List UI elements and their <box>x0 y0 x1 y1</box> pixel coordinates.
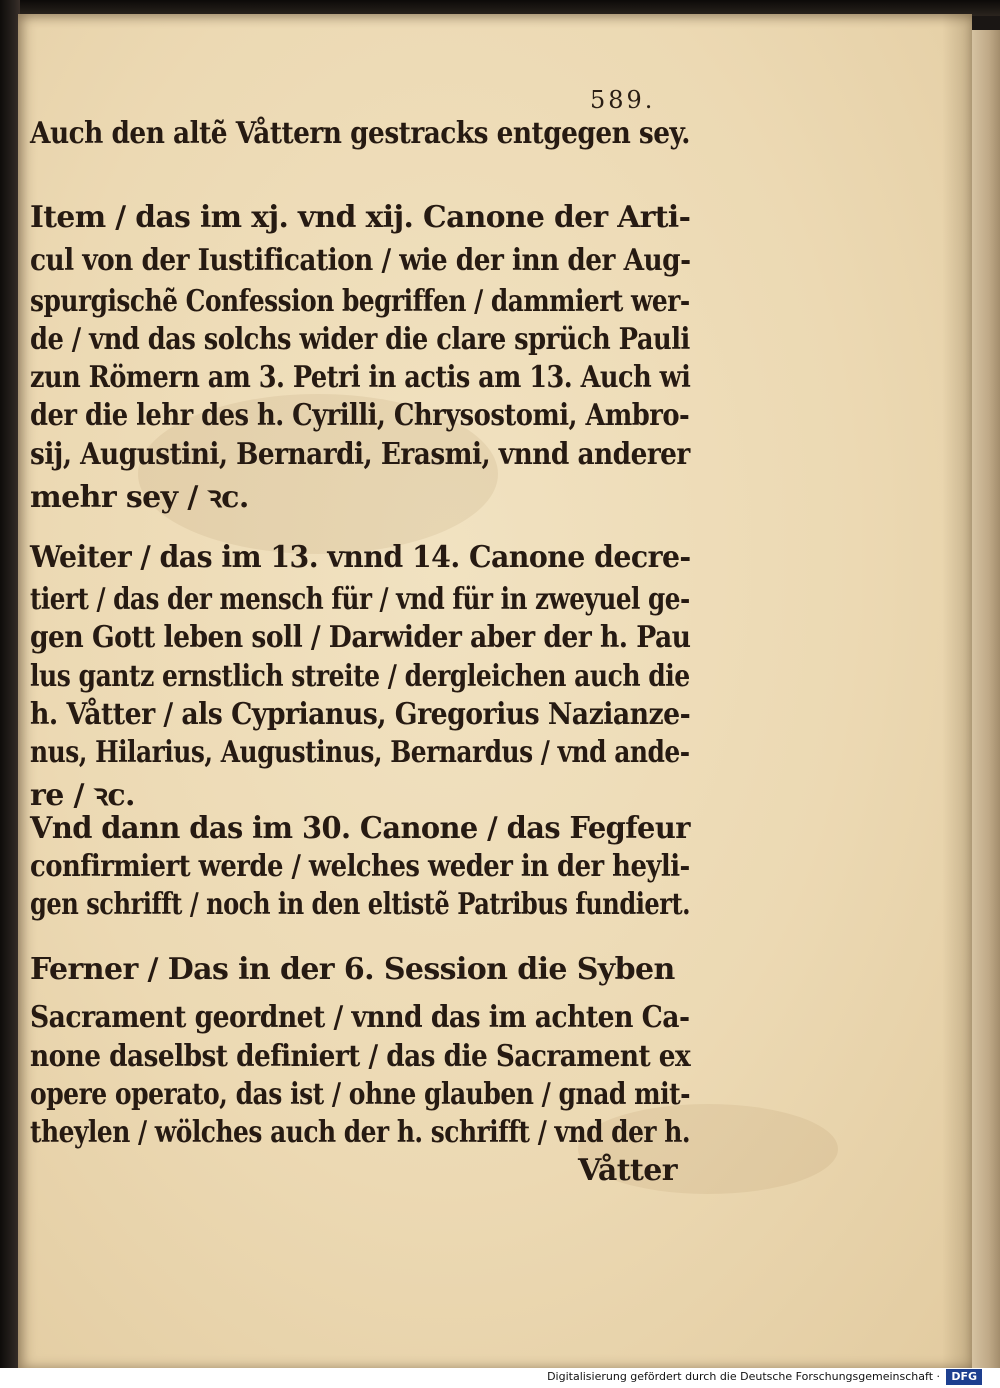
text-line: de / vnd das solchs wider die clare sprüch Pauli <box>30 322 690 357</box>
text-line: opere operato, das ist / ohne glauben / gnad mit‑ <box>30 1077 691 1112</box>
text-line: re / ꝛc. <box>30 778 135 813</box>
text-line: sij, Augustini, Bernardi, Erasmi, vnnd anderer <box>30 437 690 472</box>
text-line: Item / das im xj. vnd xij. Canone der Arti‑ <box>30 200 691 235</box>
text-line: Vnd dann das im 30. Canone / das Fegfeur <box>30 811 690 846</box>
text-line: spurgischẽ Confession begriffen / dammiert wer‑ <box>30 284 690 319</box>
text-line: nus, Hilarius, Augustinus, Bernardus / vnd ande‑ <box>30 735 690 770</box>
text-line: h. Våtter / als Cyprianus, Gregorius Nazianze‑ <box>30 697 691 732</box>
text-line: Weiter / das im 13. vnnd 14. Canone decre‑ <box>30 540 691 575</box>
text-line: theylen / wölches auch der h. schrifft / vnd der h. <box>30 1115 690 1150</box>
text-line: mehr sey / ꝛc. <box>30 480 249 515</box>
text-line: Våtter <box>578 1153 677 1188</box>
text-line: der die lehr des h. Cyrilli, Chrysostomi, Ambro‑ <box>30 398 690 433</box>
footer-credit: Digitalisierung gefördert durch die Deutsche Forschungsgemeinschaft · <box>547 1370 940 1383</box>
text-line: Ferner / Das in der 6. Session die Syben <box>30 952 675 987</box>
text-line: cul von der Iustification / wie der inn der Aug‑ <box>30 243 691 278</box>
dfg-logo: DFG <box>946 1369 982 1385</box>
text-line: Sacrament geordnet / vnnd das im achten Ca‑ <box>30 1000 690 1035</box>
text-line: zun Römern am 3. Petri in actis am 13. Auch wi <box>30 360 691 395</box>
text-line: none daselbst definiert / das die Sacrament ex <box>30 1039 691 1074</box>
text-line: gen schrifft / noch in den eltistẽ Patribus fundiert. <box>30 887 691 922</box>
text-line: Auch den altẽ Våttern gestracks entgegen sey. <box>30 116 690 151</box>
page-shadow <box>942 14 972 1368</box>
text-line: gen Gott leben soll / Darwider aber der h. Pau <box>30 620 691 655</box>
page-number: 589. <box>590 86 656 114</box>
text-line: lus gantz ernstlich streite / dergleichen auch die <box>30 659 690 694</box>
text-line: confirmiert werde / welches weder in der heyli‑ <box>30 849 690 884</box>
scan-left-edge <box>0 0 20 1370</box>
text-line: tiert / das der mensch für / vnd für in zweyuel ge‑ <box>30 582 690 617</box>
page-fore-edge <box>972 30 1000 1368</box>
